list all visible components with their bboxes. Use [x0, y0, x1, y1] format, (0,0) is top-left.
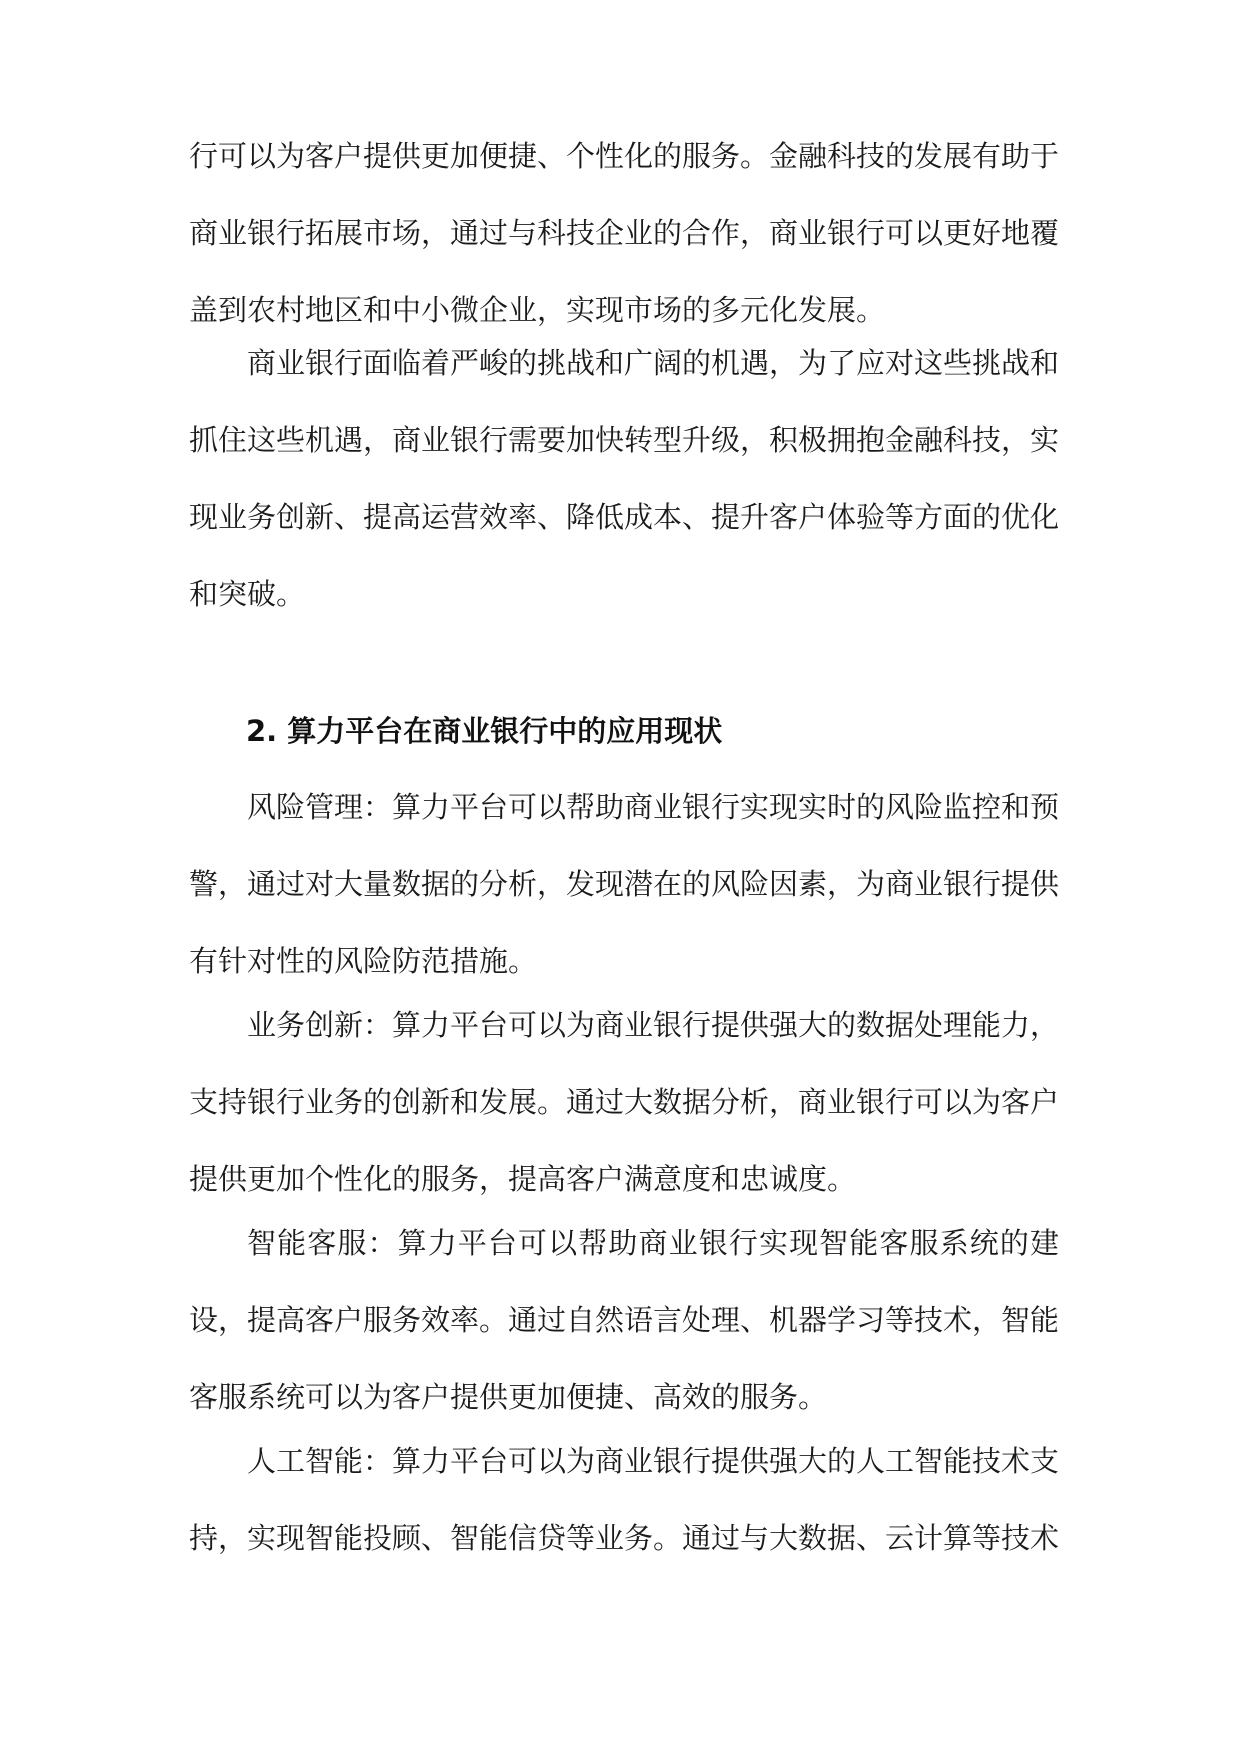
paragraph-smart-customer-service: 智能客服：算力平台可以帮助商业银行实现智能客服系统的建设，提高客户服务效率。通过自然语言处理、机器学习等技术，智能客服系统可以为客户提供更加便捷、高效的服务。	[189, 1226, 1060, 1414]
section-heading: 2. 算力平台在商业银行中的应用现状	[246, 714, 723, 748]
paragraph-continued-fintech-services: 行可以为客户提供更加便捷、个性化的服务。金融科技的发展有助于商业银行拓展市场，通过与科技企业的合作，商业银行可以更好地覆盖到农村地区和中小微企业，实现市场的多元化发展。	[189, 139, 1060, 327]
paragraph-risk-management: 风险管理：算力平台可以帮助商业银行实现实时的风险监控和预警，通过对大量数据的分析，发现潜在的风险因素，为商业银行提供有针对性的风险防范措施。	[189, 790, 1060, 978]
paragraph-business-innovation: 业务创新：算力平台可以为商业银行提供强大的数据处理能力，支持银行业务的创新和发展。通过大数据分析，商业银行可以为客户提供更加个性化的服务，提高客户满意度和忠诚度。	[189, 1008, 1060, 1196]
paragraph-artificial-intelligence: 人工智能：算力平台可以为商业银行提供强大的人工智能技术支持，实现智能投顾、智能信贷等业务。通过与大数据、云计算等技术	[189, 1444, 1060, 1555]
paragraph-challenges-opportunities: 商业银行面临着严峻的挑战和广阔的机遇，为了应对这些挑战和抓住这些机遇，商业银行需要加快转型升级，积极拥抱金融科技，实现业务创新、提高运营效率、降低成本、提升客户体验等方面的优化和突破。	[189, 346, 1060, 611]
